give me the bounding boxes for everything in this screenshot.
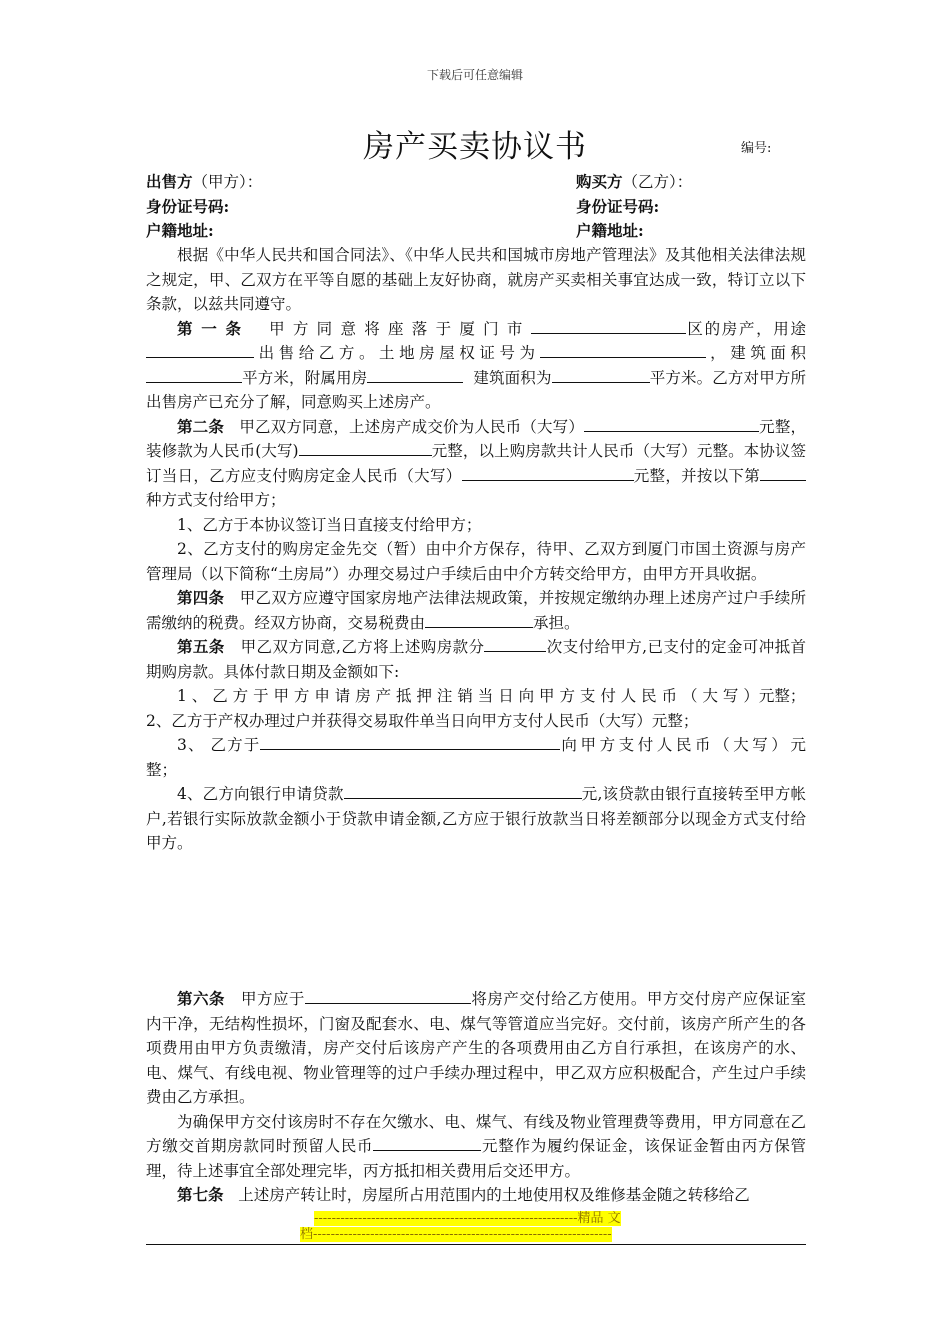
article-1-text7: 平方米。乙方对甲方所出售房产已充分了解，同意购买上述房产。 — [146, 368, 806, 411]
payment-method-blank[interactable] — [760, 464, 806, 481]
article-2-text1: 甲乙双方同意，上述房产成交价为人民币（大写） — [239, 417, 584, 436]
article-2-text2: 元整，装修款为人民币(大写) — [146, 417, 806, 460]
seller-role: （甲方）： — [192, 173, 263, 191]
seller-row — [146, 170, 262, 192]
seller-id-label: 身份证号码: — [146, 197, 230, 216]
article-4-text2: 承担。 — [533, 613, 580, 632]
installments-blank[interactable] — [484, 635, 546, 652]
buyer-row — [576, 170, 692, 192]
usage-blank[interactable] — [146, 341, 254, 358]
decoration-price-blank[interactable] — [299, 439, 432, 456]
building-area-blank[interactable] — [146, 366, 242, 383]
article-4-title: 第四条 — [177, 588, 225, 607]
article-5-item-3-text3: 元整； — [146, 736, 806, 779]
article-5-item-3 — [146, 733, 806, 782]
article-1-text1: 甲 方 同 意 将 座 落 于 厦 门 市 — [269, 319, 525, 338]
article-5-text1: 甲乙双方同意,乙方将上述购房款分 — [240, 638, 485, 656]
buyer-address-label: 户籍地址: — [576, 221, 644, 240]
intro-paragraph: 根据《中华人民共和国合同法》、《中华人民共和国城市房地产管理法》及其他相关法律法规之规定，甲、乙双方在平等自愿的基础上友好协商，就房产买卖相关事宜达成一致，特订立以下条款，以兹共同遵守。 — [146, 246, 806, 313]
article-6-deposit — [146, 1110, 806, 1184]
article-1-text4: ，建筑面积 — [705, 344, 806, 362]
district-blank[interactable] — [531, 317, 686, 334]
article-2-text3: 元整，以上购房款共计人民币（大写）元整。本协议签订当日，乙方应支付购房定金人民币（大写） — [146, 442, 806, 485]
contract-body-part2 — [146, 987, 806, 1208]
article-5-item-4-text2: 元,该贷款由银行直接转至甲方帐户,若银行实际放款金额小于贷款申请金额,乙方应于银行放款当日将差额部分以现金方式支付给甲方。 — [146, 785, 806, 852]
footer-line-1: ------------------------------------------------------------精品 文 — [314, 1211, 621, 1226]
article-5-text2: 次支付给甲方,已支付的定金可冲抵首期购房款。具体付款日期及金额如下: — [146, 638, 806, 681]
article-2-text4: 元整，并按以下第 — [633, 466, 760, 485]
auxiliary-room-blank[interactable] — [367, 366, 463, 383]
article-5-item-4 — [146, 782, 806, 856]
handover-date-blank[interactable] — [305, 987, 471, 1004]
article-2-option-1: 1、乙方于本协议签订当日直接支付给甲方； — [177, 515, 482, 534]
article-2-text5: 种方式支付给甲方； — [146, 491, 286, 509]
article-4 — [146, 586, 806, 635]
article-1-text3: 出售给乙方。土地房屋权证号为 — [254, 344, 540, 362]
article-1-text2: 区的房产，用途 — [685, 319, 806, 338]
buyer-id-label: 身份证号码: — [576, 197, 660, 216]
article-5-item-3-text1: 3、 乙方于 — [177, 736, 261, 754]
article-1-text5: 平方米，附属用房 — [242, 368, 368, 387]
article-5-item-3-text2: 向甲方支付人民币（大写） — [560, 736, 791, 754]
article-7 — [146, 1183, 806, 1208]
footer-line-2: 档-------------------------------------------------------------------- — [300, 1227, 612, 1242]
article-7-title: 第七条 — [177, 1185, 224, 1204]
article-5 — [146, 635, 806, 684]
performance-bond-blank[interactable] — [373, 1134, 481, 1151]
article-6-text3: 为确保甲方交付该房时不存在欠缴水、电、煤气、有线及物业管理费等费用，甲方同意在乙方缴交首期房款同时预留人民币 — [146, 1112, 806, 1155]
footer-watermark — [300, 1211, 650, 1243]
header-note: 下载后可任意编辑 — [426, 68, 523, 82]
payment-date-blank[interactable] — [260, 733, 560, 750]
article-1-title: 第 一 条 — [177, 318, 243, 338]
loan-amount-blank[interactable] — [344, 782, 582, 799]
document-title: 房产买卖协议书 — [363, 129, 587, 165]
article-6-text2: 将房产交付给乙方使用。甲方交付房产应保证室内干净，无结构性损坏，门窗及配套水、电、煤气等管道应当完好。交付前，该房产所产生的各项费用由甲方负责缴清，房产交付后该房产产生的各项费用由乙方自行承担，在该房产的水、电、煤气、有线电视、物业管理等的过户手续办理过程中，甲乙双方应积极配合，产生过户手续费由乙方承担。 — [146, 990, 806, 1106]
contract-number-label: 编号: — [741, 141, 772, 156]
article-5-item-2-text: 2、乙方于产权办理过户并获得交易取件单当日向甲方支付人民币（大写）元整； — [146, 687, 814, 730]
tax-payer-blank[interactable] — [425, 611, 533, 628]
price-blank[interactable] — [584, 415, 759, 432]
article-6-text1: 甲方应于 — [241, 990, 305, 1008]
article-1-text6: 建筑面积为 — [473, 368, 552, 387]
buyer-role: （乙方）： — [622, 173, 693, 191]
buyer-label: 购买方 — [576, 172, 623, 191]
article-6-text4: 元整作为履约保证金，该保证金暂由丙方保管理，待上述事宜全部处理完毕，丙方抵扣相关费用后交还甲方。 — [146, 1137, 806, 1180]
article-6-title: 第六条 — [177, 989, 225, 1008]
contract-body-part1 — [146, 243, 814, 856]
footer-rule — [146, 1244, 806, 1245]
article-6 — [146, 987, 806, 1110]
article-7-text1: 上述房产转让时，房屋所占用范围内的土地使用权及维修基金随之转移给乙 — [238, 1186, 750, 1204]
deposit-blank[interactable] — [462, 464, 634, 481]
article-2-title: 第二条 — [177, 416, 225, 436]
seller-address-label: 户籍地址: — [146, 221, 214, 240]
article-4-text1: 甲乙双方应遵守国家房地产法律法规政策，并按规定缴纳办理上述房产过户手续所需缴纳的税费。经双方协商，交易税费由 — [146, 589, 806, 632]
certificate-number-blank[interactable] — [540, 341, 706, 358]
seller-label: 出售方 — [146, 172, 193, 191]
article-5-title: 第五条 — [177, 637, 225, 656]
article-2-option-2: 2、乙方支付的购房定金先交（暂）由中介方保存，待甲、乙双方到厦门市国土资源与房产管理局（以下简称“土房局”）办理交易过户手续后由中介方转交给甲方，由甲方开具收据。 — [146, 540, 806, 583]
article-2 — [146, 415, 806, 513]
article-5-item-4-text1: 4、乙方向银行申请贷款 — [177, 785, 344, 803]
auxiliary-area-blank[interactable] — [552, 366, 650, 383]
article-5-item-1: 1 、 乙 方 于 甲 方 申 请 房 产 抵 押 注 销 当 日 向 甲 方 支 付 人 民 币 （ 大 写 ）元整； 2、乙方于产权办理过户并获得交易取件单当日向甲方支付人民币（大写）元整； — [146, 687, 814, 730]
article-1 — [146, 317, 806, 415]
